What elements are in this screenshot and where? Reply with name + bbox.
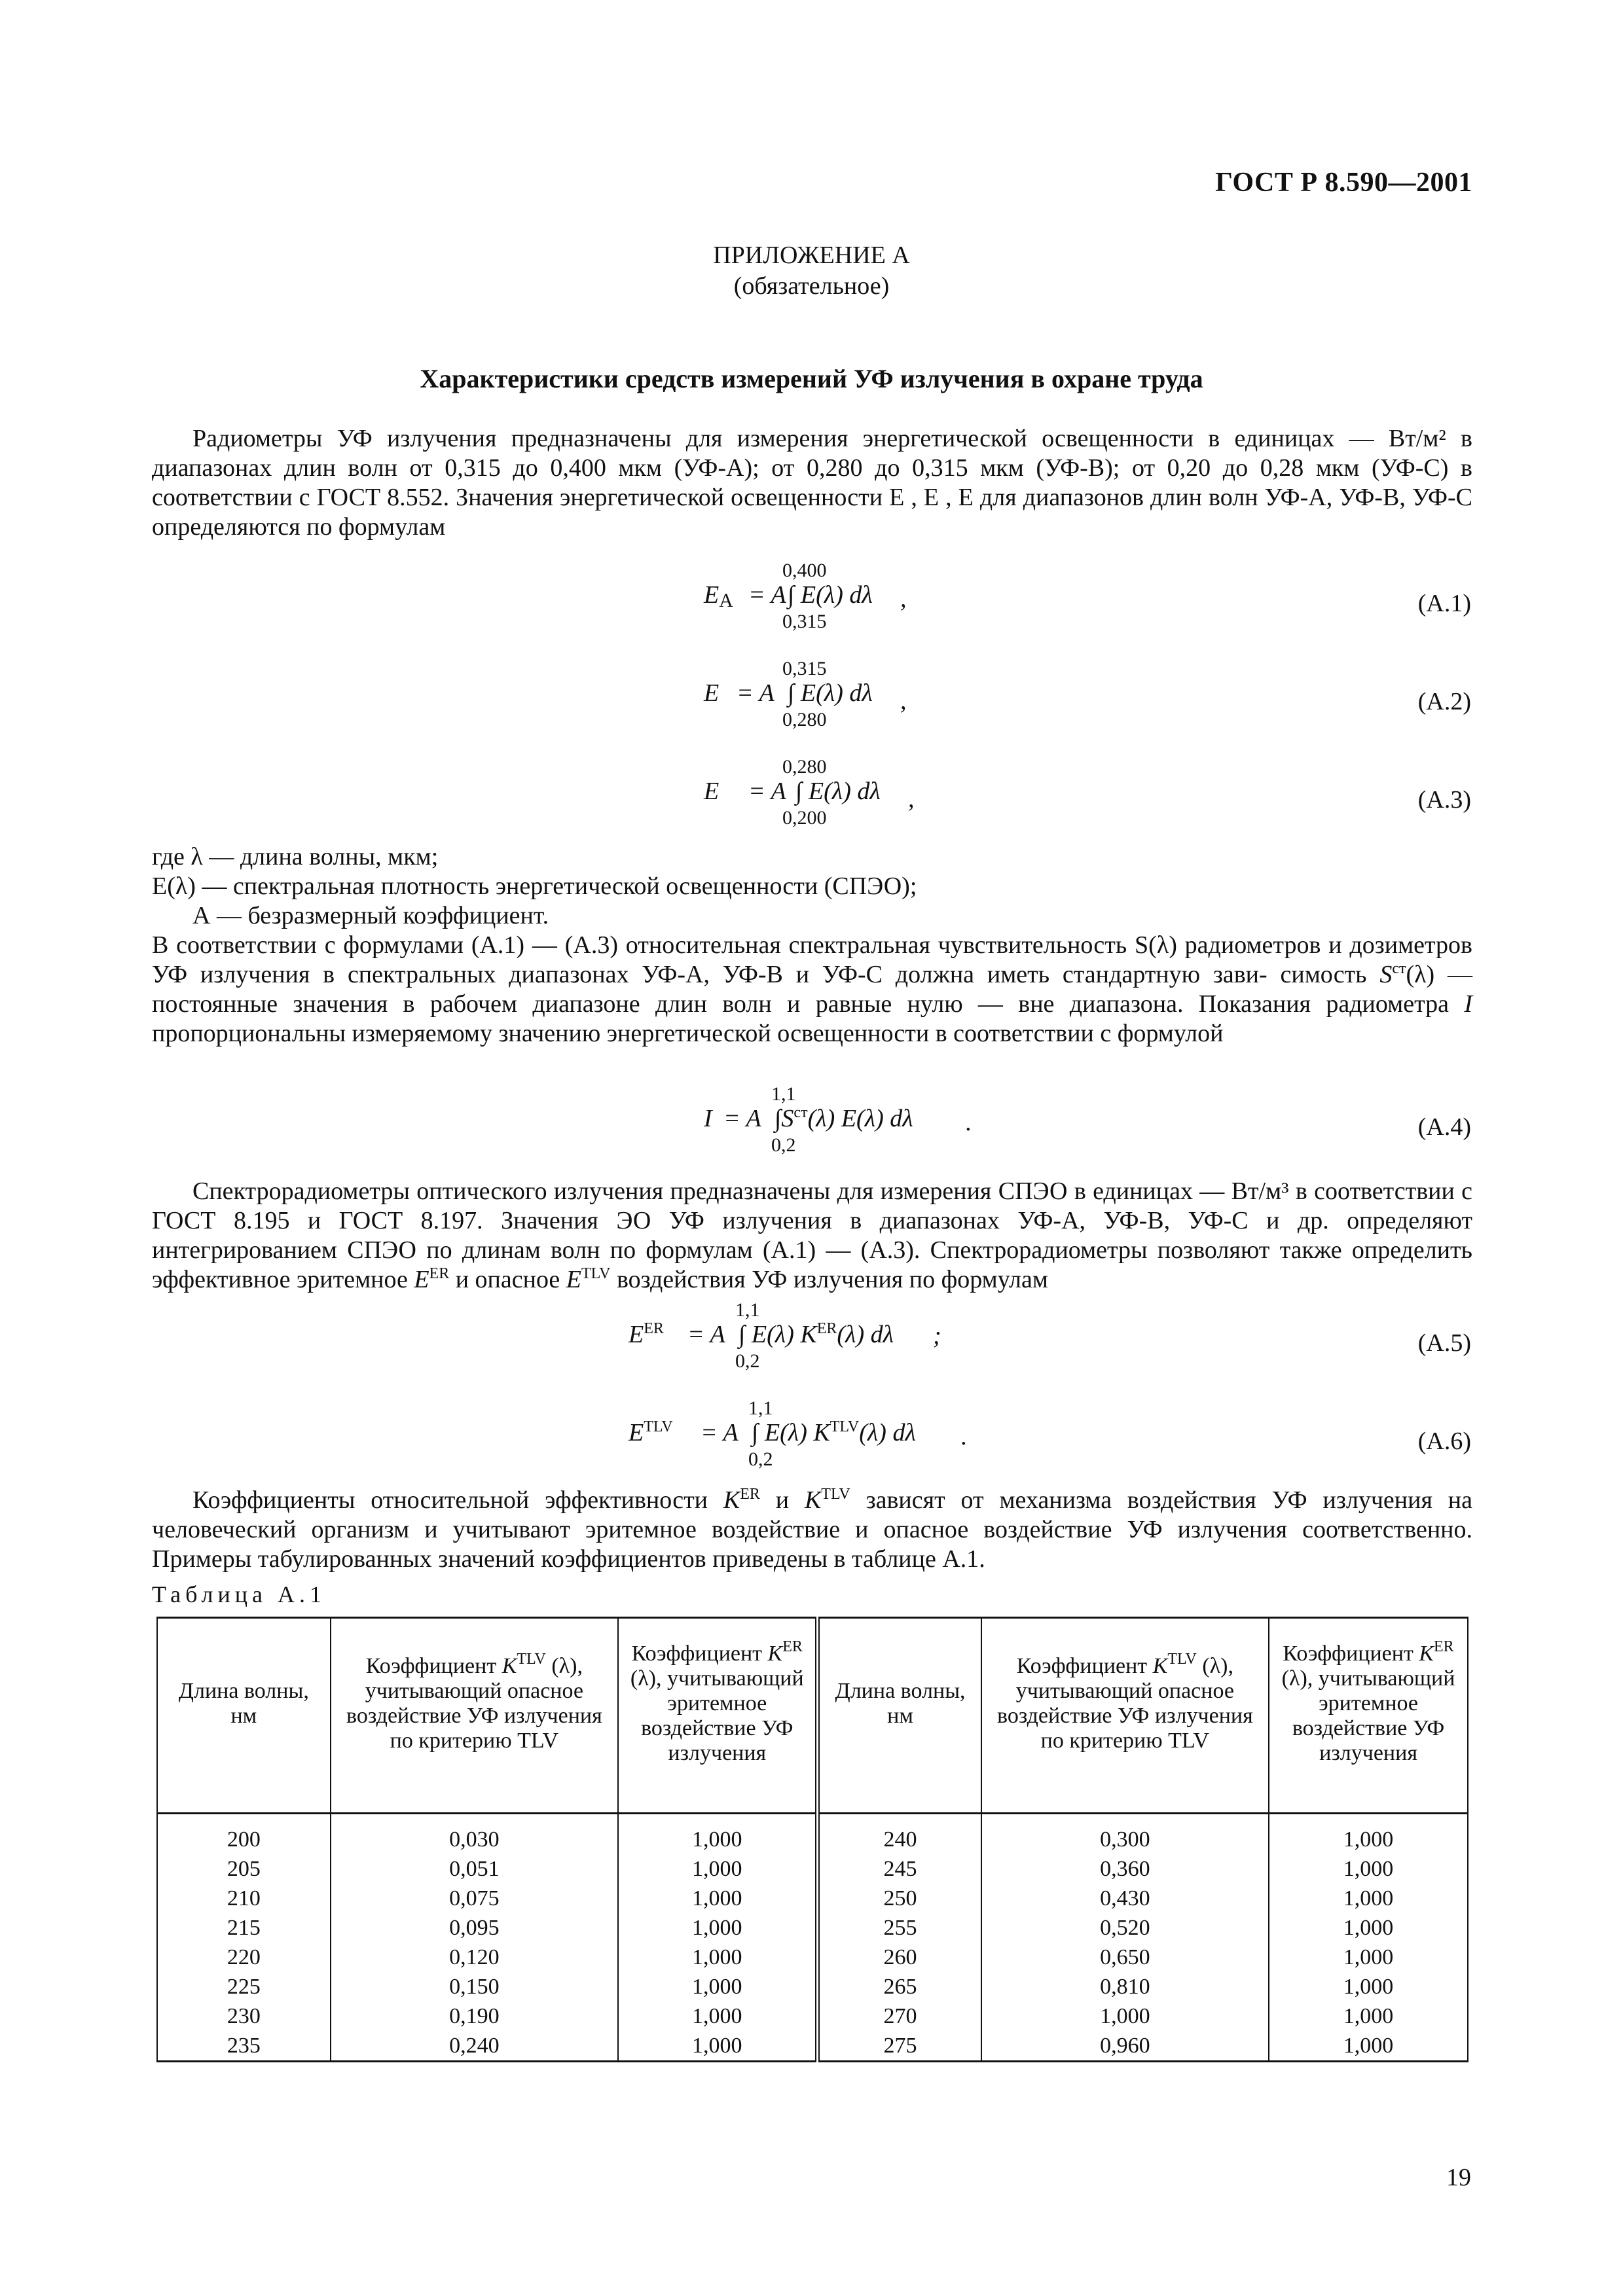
- appendix-label: ПРИЛОЖЕНИЕ А: [713, 242, 910, 269]
- wavelength-cell: 275: [818, 2031, 981, 2062]
- formula-a4-upper-limit: 1,1: [771, 1083, 796, 1105]
- table-row: [157, 1854, 1468, 1884]
- table-row: [157, 1913, 1468, 1943]
- er-cell: 1,000: [618, 2031, 818, 2062]
- page-number: 19: [1446, 2164, 1471, 2191]
- sensitivity-paragraph: В соответствии с формулами (А.1) — (А.3) относительная спектральная чувствительность S(λ) радиометров и дозиметров УФ излучения в спектральных диапазонах УФ-А, УФ-В и УФ-С должна иметь стандартную зави- симость $S^{ст}(\lambda)$ — постоянные значения в рабочем диапазоне длин волн и равные нулю — вне диапазона. Показания радиометра I пропорциональны измеряемому значению энергетической освещенности в соответствии с формулой: [152, 931, 1473, 1047]
- formula-a5-body: ∫ E(λ) $K^{ER}(\lambda)$ dλ: [739, 1320, 894, 1348]
- er-cell: 1,000: [1269, 2001, 1468, 2031]
- er-cell: 1,000: [618, 1884, 818, 1913]
- intro-text: Радиометры УФ излучения предназначены для измерения энергетической освещенности в единицах — Вт/м² в диапазонах длин волн от 0,315 до 0,400 мкм (УФ-А); от 0,280 до 0,315 мкм (УФ-В); от 0,20 до 0,28 мкм (УФ-С) в соответствии с ГОСТ 8.552. Значения энергетической освещенности E , E , E для диапазонов длин волн УФ-А, УФ-В, УФ-С определяются по формулам: [152, 425, 1472, 541]
- wavelength-cell: 215: [157, 1913, 331, 1943]
- wavelength-cell: 250: [818, 1884, 981, 1913]
- formula-a6-body: ∫ E(λ) $K^{TLV}(\lambda)$ dλ: [752, 1418, 916, 1446]
- er-cell: 1,000: [1269, 1972, 1468, 2001]
- intro-paragraph: [152, 424, 1472, 542]
- er-cell: 1,000: [1269, 1814, 1468, 1855]
- formula-a6-eq: = A: [701, 1419, 739, 1446]
- tlv-cell: 0,120: [331, 1943, 618, 1972]
- wavelength-cell: 205: [157, 1854, 331, 1884]
- formula-a6-number: (А.6): [1417, 1427, 1471, 1455]
- formula-a4-body: $\int S^{ст}(\lambda)$ E(λ) dλ: [775, 1104, 913, 1132]
- wavelength-cell: 220: [157, 1943, 331, 1972]
- wavelength-cell: 210: [157, 1884, 331, 1913]
- table-header-row: [157, 1618, 1468, 1814]
- header-er-coefficient-2: Коэффициент $K^{ER}$ (λ), учитывающий эритемное воздействие УФ излучения: [1269, 1618, 1468, 1814]
- formula-a5-lower-limit: 0,2: [735, 1350, 760, 1372]
- er-cell: 1,000: [1269, 1943, 1468, 1972]
- section-title: Характеристики средств измерений УФ излучения в охране труда: [420, 364, 1203, 393]
- formula-a3-tail: ,: [908, 785, 915, 813]
- coefficients-table: [156, 1617, 1468, 2062]
- coefficients-paragraph: Коэффициенты относительной эффективности $K^{ER}$ и $K^{TLV}$ зависят от механизма воздействия УФ излучения на человеческий организм и учитывают эритемное воздействие и опасное воздействие УФ излучения соответственно. Примеры табулированных значений коэффициентов приведены в таблице А.1.: [152, 1486, 1472, 1573]
- tlv-cell: 0,430: [981, 1884, 1269, 1913]
- tlv-cell: 0,960: [981, 2031, 1269, 2062]
- formula-a2-body: ∫ E(λ) dλ: [788, 679, 873, 707]
- wavelength-cell: 265: [818, 1972, 981, 2001]
- wavelength-cell: 245: [818, 1854, 981, 1884]
- tlv-cell: 0,360: [981, 1854, 1269, 1884]
- formula-a4: [704, 1083, 979, 1162]
- formula-a3-body: ∫ E(λ) dλ: [795, 778, 881, 805]
- wavelength-cell: 230: [157, 2001, 331, 2031]
- formula-a2: [704, 658, 939, 736]
- formula-a2-upper-limit: 0,315: [782, 658, 827, 679]
- formula-a2-eq: = A: [737, 679, 775, 707]
- formula-a1-tail: ,: [900, 585, 907, 613]
- formula-a3-upper-limit: 0,280: [782, 756, 827, 778]
- table-row: [157, 1972, 1468, 2001]
- formula-a4-lhs: I: [704, 1105, 712, 1132]
- document-header: ГОСТ Р 8.590—2001: [1215, 168, 1472, 198]
- formula-a4-eq: = A: [723, 1105, 761, 1132]
- er-cell: 1,000: [1269, 1854, 1468, 1884]
- formula-a1-body: ∫ E(λ) dλ: [788, 581, 873, 609]
- er-cell: 1,000: [1269, 1913, 1468, 1943]
- formula-a1-lower-limit: 0,315: [782, 611, 827, 632]
- formula-a6-upper-limit: 1,1: [748, 1397, 773, 1419]
- tlv-cell: 0,520: [981, 1913, 1269, 1943]
- er-cell: 1,000: [618, 1972, 818, 2001]
- table-row: [157, 1814, 1468, 1855]
- tlv-cell: 0,051: [331, 1854, 618, 1884]
- tlv-cell: 0,030: [331, 1814, 618, 1855]
- wavelength-cell: 260: [818, 1943, 981, 1972]
- er-cell: 1,000: [618, 1913, 818, 1943]
- formula-a2-lhs: E: [704, 679, 720, 707]
- tlv-cell: 0,190: [331, 2001, 618, 2031]
- table-row: [157, 2031, 1468, 2062]
- formula-a6: [629, 1397, 995, 1476]
- er-cell: 1,000: [618, 1943, 818, 1972]
- wavelength-cell: 240: [818, 1814, 981, 1855]
- spectroradiometer-paragraph: Спектрорадиометры оптического излучения предназначены для измерения СПЭО в единицах — Вт/м³ в соответствии с ГОСТ 8.195 и ГОСТ 8.197. Значения ЭО УФ излучения в диапазонах УФ-А, УФ-В, УФ-С и др. определяют интегрированием СПЭО по длинам волн по формулам (А.1) — (А.3). Спектрорадиометры позволяют также определить эффективное эритемное $E^{ER}$ и опасное $E^{TLV}$ воздействия УФ излучения по формулам: [152, 1177, 1472, 1293]
- table-row: [157, 2001, 1468, 2031]
- formula-a3-lhs: E: [704, 778, 720, 805]
- definition-lambda: где λ — длина волны, мкм;: [152, 843, 439, 870]
- header-wavelength-2: Длина волны, нм: [818, 1618, 981, 1814]
- formula-a1-number: (А.1): [1417, 590, 1471, 617]
- wavelength-cell: 225: [157, 1972, 331, 2001]
- header-tlv-coefficient: Коэффициент $K^{TLV}$ (λ), учитывающий опасное воздействие УФ излучения по критерию TLV: [331, 1618, 618, 1814]
- formula-a5-upper-limit: 1,1: [735, 1299, 760, 1321]
- tlv-cell: 0,240: [331, 2031, 618, 2062]
- header-er-coefficient: Коэффициент $K^{ER}$ (λ), учитывающий эритемное воздействие УФ излучения: [618, 1618, 818, 1814]
- er-cell: 1,000: [618, 1814, 818, 1855]
- header-wavelength: Длина волны, нм: [157, 1618, 331, 1814]
- tlv-cell: 0,150: [331, 1972, 618, 2001]
- formula-a6-tail: .: [961, 1423, 968, 1450]
- definitions: [152, 842, 1472, 1049]
- definition-a: А — безразмерный коэффициент.: [192, 902, 549, 929]
- formula-a4-tail: .: [966, 1109, 972, 1136]
- formula-a5-tail: ;: [933, 1322, 941, 1350]
- formula-a2-number: (А.2): [1417, 688, 1471, 715]
- tlv-cell: 0,810: [981, 1972, 1269, 2001]
- formula-a3: [704, 756, 939, 834]
- formula-a1-upper-limit: 0,400: [782, 560, 827, 581]
- definition-e-lambda: E(λ) — спектральная плотность энергетической освещенности (СПЭО);: [152, 872, 917, 900]
- tlv-cell: 0,095: [331, 1913, 618, 1943]
- tlv-cell: 0,075: [331, 1884, 618, 1913]
- formula-a5-eq: = A: [687, 1321, 725, 1348]
- formula-a6-lower-limit: 0,2: [748, 1448, 773, 1470]
- table-caption: Таблица А.1: [152, 1581, 326, 1607]
- formula-a2-tail: ,: [900, 687, 907, 715]
- formula-a4-lower-limit: 0,2: [771, 1134, 796, 1156]
- wavelength-cell: 255: [818, 1913, 981, 1943]
- tlv-cell: 1,000: [981, 2001, 1269, 2031]
- formula-a3-number: (А.3): [1417, 786, 1471, 814]
- formula-a1: [704, 560, 939, 638]
- formula-a2-lower-limit: 0,280: [782, 709, 827, 730]
- header-tlv-coefficient-2: Коэффициент $K^{TLV}$ (λ), учитывающий опасное воздействие УФ излучения по критерию TLV: [981, 1618, 1269, 1814]
- table-row: [157, 1943, 1468, 1972]
- wavelength-cell: 200: [157, 1814, 331, 1855]
- wavelength-cell: 235: [157, 2031, 331, 2062]
- formula-a4-number: (А.4): [1417, 1113, 1471, 1141]
- er-cell: 1,000: [1269, 1884, 1468, 1913]
- formula-a3-lower-limit: 0,200: [782, 807, 827, 829]
- er-cell: 1,000: [618, 2001, 818, 2031]
- wavelength-cell: 270: [818, 2001, 981, 2031]
- formula-a3-eq: = A: [748, 778, 786, 805]
- table-row: [157, 1884, 1468, 1913]
- formula-a5-lhs: $E^{ER}$: [629, 1320, 664, 1348]
- tlv-cell: 0,650: [981, 1943, 1269, 1972]
- tlv-cell: 0,300: [981, 1814, 1269, 1855]
- formula-a1-eq: = A: [748, 581, 786, 609]
- er-cell: 1,000: [618, 1854, 818, 1884]
- formula-a1-lhs: EA: [704, 581, 733, 611]
- formula-a5: [629, 1299, 969, 1378]
- appendix-note: (обязательное): [733, 272, 890, 300]
- formula-a6-lhs: $E^{TLV}$: [629, 1418, 673, 1446]
- er-cell: 1,000: [1269, 2031, 1468, 2062]
- formula-a5-number: (А.5): [1417, 1329, 1471, 1357]
